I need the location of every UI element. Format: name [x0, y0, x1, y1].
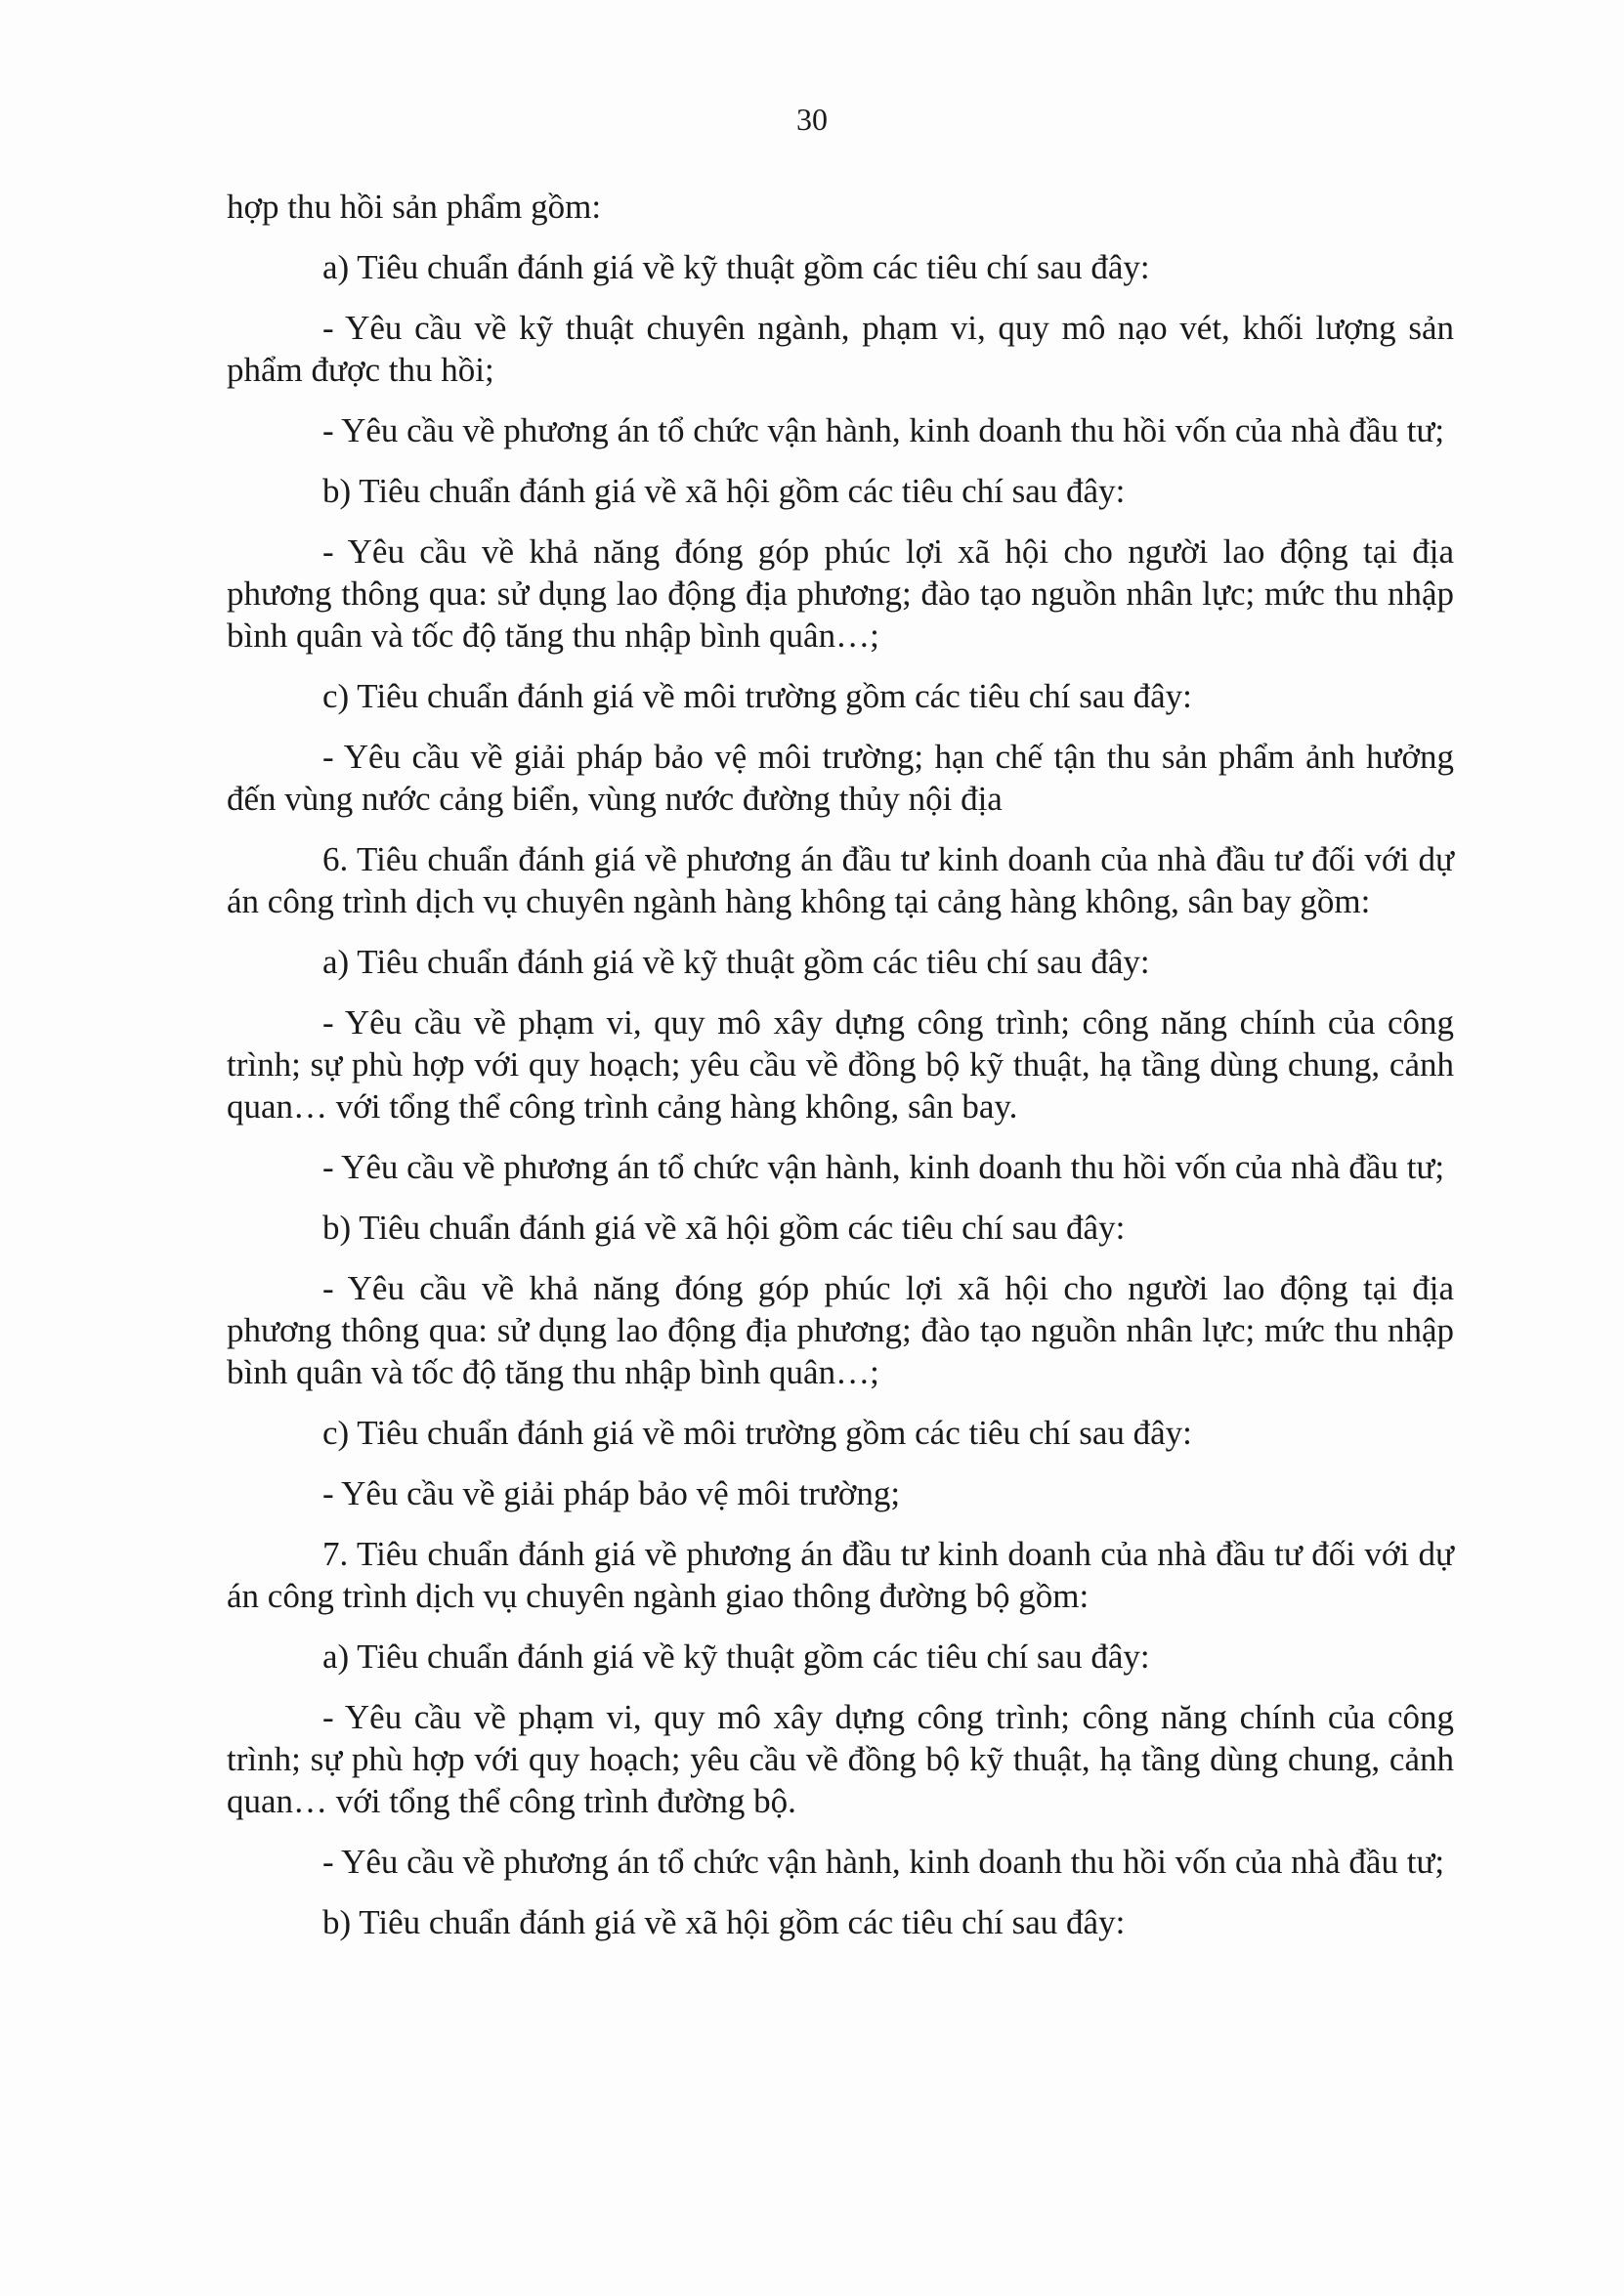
- paragraph: - Yêu cầu về phương án tổ chức vận hành, kinh doanh thu hồi vốn của nhà đầu tư;: [322, 1843, 1445, 1881]
- paragraph: c) Tiêu chuẩn đánh giá về môi trường gồm các tiêu chí sau đây:: [322, 677, 1192, 715]
- paragraph: 7. Tiêu chuẩn đánh giá về phương án đầu tư kinh doanh của nhà đầu tư đối với dự án công trình dịch vụ chuyên ngành giao thông đường bộ gồm:: [227, 1535, 1454, 1615]
- paragraph: - Yêu cầu về phương án tổ chức vận hành, kinh doanh thu hồi vốn của nhà đầu tư;: [322, 411, 1445, 449]
- paragraph: 6. Tiêu chuẩn đánh giá về phương án đầu tư kinh doanh của nhà đầu tư đối với dự án công trình dịch vụ chuyên ngành hàng không tại cảng hàng không, sân bay gồm:: [227, 840, 1454, 920]
- paragraph: a) Tiêu chuẩn đánh giá về kỹ thuật gồm các tiêu chí sau đây:: [322, 943, 1150, 981]
- page-number: 30: [796, 102, 828, 137]
- paragraph: - Yêu cầu về phương án tổ chức vận hành, kinh doanh thu hồi vốn của nhà đầu tư;: [322, 1148, 1445, 1186]
- paragraph: - Yêu cầu về phạm vi, quy mô xây dựng công trình; công năng chính của công trình; sự phù hợp với quy hoạch; yêu cầu về đồng bộ kỹ thuật, hạ tầng dùng chung, cảnh quan… với tổng thể công trình đường bộ.: [227, 1698, 1454, 1820]
- paragraph: - Yêu cầu về phạm vi, quy mô xây dựng công trình; công năng chính của công trình; sự phù hợp với quy hoạch; yêu cầu về đồng bộ kỹ thuật, hạ tầng dùng chung, cảnh quan… với tổng thể công trình cảng hàng không, sân bay.: [227, 1003, 1454, 1126]
- paragraph: b) Tiêu chuẩn đánh giá về xã hội gồm các tiêu chí sau đây:: [322, 472, 1126, 510]
- paragraph: hợp thu hồi sản phẩm gồm:: [227, 188, 602, 226]
- paragraph: b) Tiêu chuẩn đánh giá về xã hội gồm các tiêu chí sau đây:: [322, 1903, 1126, 1941]
- paragraph: - Yêu cầu về giải pháp bảo vệ môi trường; hạn chế tận thu sản phẩm ảnh hưởng đến vùng nước cảng biển, vùng nước đường thủy nội địa: [227, 738, 1454, 818]
- paragraph: - Yêu cầu về giải pháp bảo vệ môi trường;: [322, 1474, 901, 1512]
- paragraph: a) Tiêu chuẩn đánh giá về kỹ thuật gồm các tiêu chí sau đây:: [322, 248, 1150, 286]
- document-body: [227, 186, 1454, 1962]
- paragraph: b) Tiêu chuẩn đánh giá về xã hội gồm các tiêu chí sau đây:: [322, 1209, 1126, 1247]
- paragraph: a) Tiêu chuẩn đánh giá về kỹ thuật gồm các tiêu chí sau đây:: [322, 1637, 1150, 1676]
- paragraph: c) Tiêu chuẩn đánh giá về môi trường gồm các tiêu chí sau đây:: [322, 1414, 1192, 1452]
- paragraph: - Yêu cầu về khả năng đóng góp phúc lợi xã hội cho người lao động tại địa phương thông qua: sử dụng lao động địa phương; đào tạo nguồn nhân lực; mức thu nhập bình quân và tốc độ tăng thu nhập bình quân…;: [227, 532, 1454, 655]
- paragraph: - Yêu cầu về kỹ thuật chuyên ngành, phạm vi, quy mô nạo vét, khối lượng sản phẩm được thu hồi;: [227, 309, 1454, 389]
- paragraph: - Yêu cầu về khả năng đóng góp phúc lợi xã hội cho người lao động tại địa phương thông qua: sử dụng lao động địa phương; đào tạo nguồn nhân lực; mức thu nhập bình quân và tốc độ tăng thu nhập bình quân…;: [227, 1269, 1454, 1391]
